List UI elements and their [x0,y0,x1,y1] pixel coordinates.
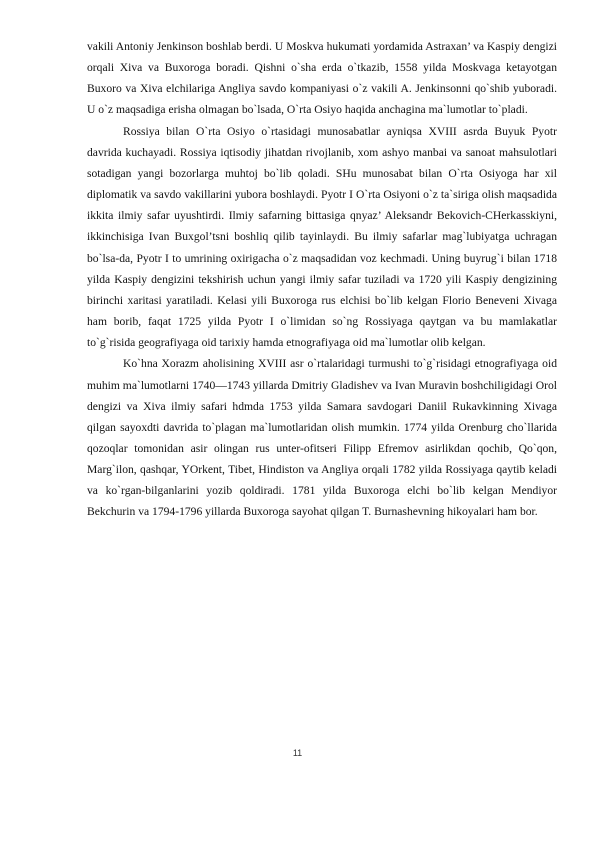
page-number: 11 [292,748,303,758]
page-body [87,36,557,523]
paragraph-russia-relations: Rossiya bilan O`rta Osiyo o`rtasidagi munosabatlar ayniqsa XVIII asrda Buyuk Pyotr davrida kuchayadi. Rossiya iqtisodiy jihatdan rivojlanib, xom ashyo manbai va sanoat mahsulotlari sotadigan yangi bozorlarga muhtoj bo`lib qoladi. SHu munosabat bilan O`rta Osiyoga har xil diplomatik va savdo vakillarini yubora boshlaydi. Pyotr I O`rta Osiyoni o`z ta`siriga olish maqsadida ikkita ilmiy safar uyushtirdi. Ilmiy safarning bittasiga qnyaz’ Aleksandr Bekovich-CHerkasskiyni, ikkinchisiga Ivan Buxgol’tsni boshliq qilib tayinlaydi. Bu ilmiy safarlar mag`lubiyatga uchragan bo`lsa-da, Pyotr I to umrining oxirigacha o`z maqsadidan voz kechmadi. Uning buyrug`i bilan 1718 yilda Kaspiy dengizini tekshirish uchun yangi ilmiy safar tuziladi va 1720 yili Kaspiy dengizining birinchi xaritasi yaratiladi. Kelasi yili Buxoroga rus elchisi bo`lib kelgan Florio Beneveni Xivaga ham borib, faqat 1725 yilda Pyotr I o`limidan so`ng Rossiyaga qaytgan va bu mamlakatlar to`g`risida geografiyaga oid tarixiy hamda etnografiyaga oid ma`lumotlar olib kelgan. [87,124,557,350]
paragraph-khorezm-ethnography: Ko`hna Xorazm aholisining XVIII asr o`rtalaridagi turmushi to`g`risidagi etnografiyaga oid muhim ma`lumotlarni 1740—1743 yillarda Dmitriy Gladishev va Ivan Muravin boshchiligidagi Orol dengizi va Xiva ilmiy safari hdmda 1753 yilda Samara savdogari Daniil Rukavkinning Xivaga qilgan sayoxdti davrida to`plagan ma`lumotlaridan olish mumkin. 1774 yilda Orenburg cho`llarida qozoqlar tomonidan asir olingan rus unter-ofitseri Filipp Efremov asirlikdan qochib, Qo`qon, Marg`ilon, qashqar, YOrkent, Tibet, Hindiston va Angliya orqali 1782 yilda Rossiyaga qaytib keladi va ko`rgan-bilganlarini yozib qoldiradi. 1781 yilda Buxoroga elchi bo`lib kelgan Mendiyor Bekchurin va 1794-1796 yillarda Buxoroga sayohat qilgan T. Burnashevning hikoyalari ham bor. [87,357,557,519]
paragraph-jenkinson: vakili Antoniy Jenkinson boshlab berdi. U Moskva hukumati yordamida Astraxan’ va Kaspiy dengizi orqali Xiva va Buxoroga boradi. Qishni o`sha erda o`tkazib, 1558 yilda Moskvaga ketayotgan Buxoro va Xiva elchilariga Angliya savdo kompaniyasi o`z vakili A. Jenkinsonni qo`shib yuboradi. U o`z maqsadiga erisha olmagan bo`lsada, O`rta Osiyo haqida anchagina ma`lumotlar to`pladi. [87,40,557,117]
